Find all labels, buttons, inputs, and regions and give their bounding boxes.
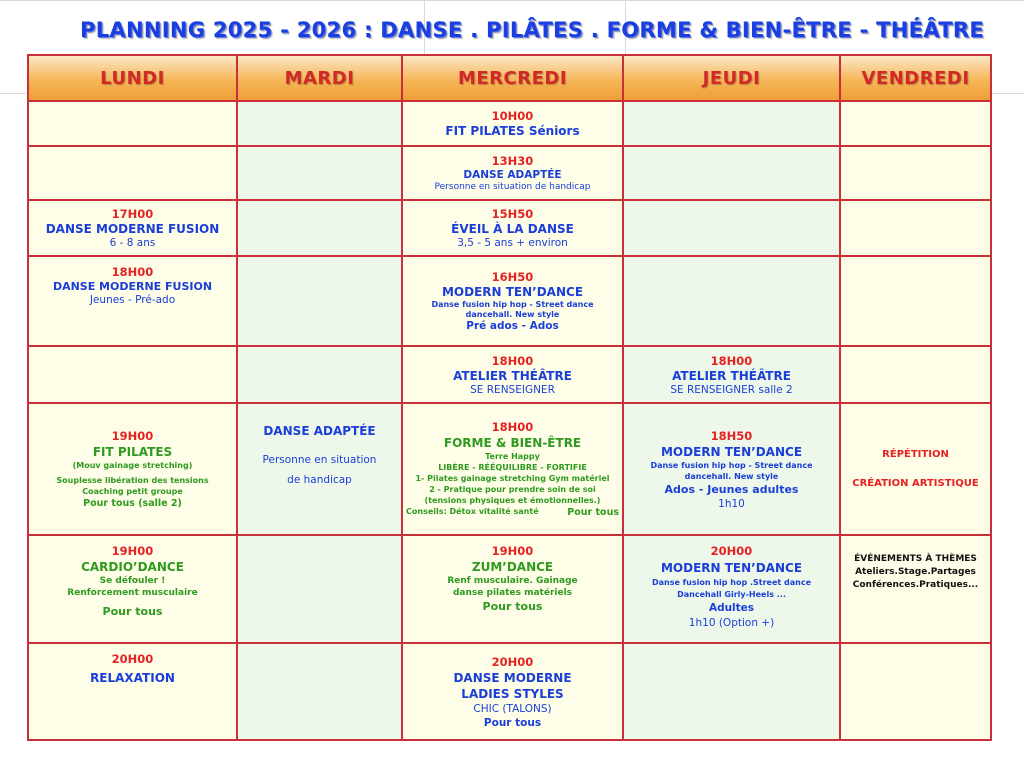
slot-line: ÉVÉNEMENTS À THÈMES <box>854 554 977 564</box>
slot-audience: Adultes <box>708 602 755 614</box>
slot-vendredi-6 <box>840 403 991 535</box>
schedule-row <box>28 346 991 403</box>
slot-audience: Pour tous <box>567 507 619 518</box>
slot-jeudi-7 <box>623 535 840 643</box>
slot-detail: dancehall. New style <box>684 471 779 481</box>
slot-audience: Pour tous <box>483 716 542 729</box>
slot-empty <box>840 256 991 346</box>
slot-course-name: MODERN TEN’DANCE <box>660 561 803 575</box>
slot-jeudi-5 <box>623 346 840 403</box>
slot-course-name: FIT PILATES <box>92 445 173 459</box>
slot-detail: SE RENSEIGNER <box>470 383 555 396</box>
slot-detail: Coaching petit groupe <box>82 487 183 496</box>
slot-line: Ateliers.Stage.Partages <box>855 567 976 577</box>
slot-empty <box>237 200 402 256</box>
slot-course-name: DANSE ADAPTÉE <box>263 424 376 438</box>
slot-lundi-3 <box>28 200 237 256</box>
slot-audience: Pré ados - Ados <box>466 320 559 332</box>
slot-course-name: DANSE ADAPTÉE <box>463 169 562 181</box>
slot-time: 16H50 <box>491 270 534 284</box>
slot-mercredi-3 <box>402 200 623 256</box>
schedule-row <box>28 146 991 200</box>
slot-detail-group <box>263 454 377 486</box>
slot-detail: dancehall. New style <box>465 310 560 319</box>
schedule-row <box>28 403 991 535</box>
slot-time: 18H00 <box>491 420 534 434</box>
slot-empty <box>623 101 840 146</box>
slot-line: RÉPÉTITION <box>882 449 949 460</box>
slot-empty <box>237 101 402 146</box>
slot-mardi-6 <box>237 403 402 535</box>
slot-time: 18H00 <box>710 353 753 368</box>
slot-detail: Dancehall Girly-Heels ... <box>677 590 786 599</box>
slot-detail: Souplesse libération des tensions <box>56 476 209 485</box>
slot-empty <box>28 146 237 200</box>
slot-detail: 6 - 8 ans <box>109 237 156 249</box>
slot-detail: de handicap <box>287 474 352 486</box>
slot-mercredi-8 <box>402 643 623 740</box>
slot-course-name: ATELIER THÉÂTRE <box>453 368 572 383</box>
slot-empty <box>623 643 840 740</box>
slot-detail: Se défouler ! <box>99 576 166 586</box>
slot-detail: Danse fusion hip hop .Street dance <box>651 578 812 587</box>
slot-course-name: DANSE MODERNE <box>453 670 572 685</box>
slot-lundi-8 <box>28 643 237 740</box>
slot-mercredi-1 <box>402 101 623 146</box>
slot-empty <box>237 146 402 200</box>
slot-time: 19H00 <box>111 429 154 443</box>
slot-time: 15H50 <box>491 207 534 221</box>
slot-mercredi-5 <box>402 346 623 403</box>
slot-audience: Pour tous <box>102 605 163 618</box>
slot-empty <box>840 200 991 256</box>
slot-lundi-6 <box>28 403 237 535</box>
slot-vendredi-7 <box>840 535 991 643</box>
slot-time: 20H00 <box>710 544 753 558</box>
sheet-gridline <box>0 93 26 94</box>
slot-course-name: ÉVEIL À LA DANSE <box>451 222 574 236</box>
sheet-gridline <box>992 93 1024 94</box>
slot-time: 18H00 <box>111 265 154 279</box>
slot-course-name: DANSE MODERNE FUSION <box>52 280 213 293</box>
slot-mercredi-4 <box>402 256 623 346</box>
slot-motto: LIBÈRE - RÉÉQUILIBRE - FORTIFIE <box>438 463 587 472</box>
slot-detail: Renf musculaire. Gainage <box>447 576 578 586</box>
page-title: PLANNING 2025 - 2026 : DANSE . PILÂTES . FORME & BIEN-ÊTRE - THÉÂTRE <box>80 18 984 42</box>
slot-time: 13H30 <box>491 154 534 168</box>
slot-course-name: MODERN TEN’DANCE <box>660 444 803 459</box>
slot-course-name: FIT PILATES Séniors <box>445 124 580 138</box>
slot-mercredi-2 <box>402 146 623 200</box>
slot-audience: Ados - Jeunes adultes <box>664 482 799 496</box>
slot-detail: (Mouv gainage stretching) <box>72 461 193 470</box>
slot-detail: Personne en situation <box>262 454 377 466</box>
slot-detail: Danse fusion hip hop - Street dance <box>650 460 813 470</box>
slot-detail: Renforcement musculaire <box>67 588 198 598</box>
schedule-row <box>28 101 991 146</box>
slot-conseils: Conseils: Détox vitalité santé <box>406 507 539 516</box>
header-row <box>28 55 991 101</box>
day-header-jeudi: JEUDI <box>623 55 840 101</box>
slot-time: 19H00 <box>491 544 534 558</box>
slot-duration: 1h10 <box>718 497 745 510</box>
schedule-row <box>28 200 991 256</box>
slot-course-name: DANSE MODERNE FUSION <box>45 222 220 236</box>
slot-course-name: ATELIER THÉÂTRE <box>672 368 791 383</box>
slot-empty <box>237 256 402 346</box>
slot-lundi-4 <box>28 256 237 346</box>
schedule-row <box>28 643 991 740</box>
slot-empty <box>840 643 991 740</box>
slot-audience: Pour tous (salle 2) <box>83 498 182 509</box>
slot-empty <box>623 256 840 346</box>
slot-time: 18H50 <box>710 428 753 443</box>
slot-detail: 1- Pilates gainage stretching Gym matériel <box>415 474 610 483</box>
slot-detail: (tensions physiques et émotionnelles.) <box>424 496 601 505</box>
slot-detail: danse pilates matériels <box>452 588 573 598</box>
sheet-gridline <box>0 0 1024 1</box>
slot-empty <box>623 146 840 200</box>
slot-time: 18H00 <box>491 353 534 368</box>
slot-detail: Personne en situation de handicap <box>434 182 591 192</box>
slot-empty <box>840 101 991 146</box>
day-header-lundi: LUNDI <box>28 55 237 101</box>
schedule-table <box>27 54 992 741</box>
slot-line: CRÉATION ARTISTIQUE <box>852 478 979 489</box>
day-header-vendredi: VENDREDI <box>840 55 991 101</box>
slot-lundi-7 <box>28 535 237 643</box>
slot-empty <box>237 643 402 740</box>
slot-detail: 2 - Pratique pour prendre soin de soi <box>429 485 596 494</box>
slot-line: Conférences.Pratiques... <box>852 580 979 590</box>
slot-empty <box>237 535 402 643</box>
slot-empty <box>28 101 237 146</box>
slot-time: 20H00 <box>491 654 534 669</box>
slot-detail: SE RENSEIGNER salle 2 <box>670 383 793 396</box>
slot-empty <box>28 346 237 403</box>
slot-time: 20H00 <box>111 652 154 666</box>
slot-empty <box>237 346 402 403</box>
slot-detail: Danse fusion hip hop - Street dance <box>431 300 594 309</box>
slot-time: 17H00 <box>111 207 154 221</box>
schedule-row <box>28 535 991 643</box>
slot-detail: 3,5 - 5 ans + environ <box>457 237 568 249</box>
slot-course-name: CARDIO’DANCE <box>81 560 184 574</box>
slot-course-name: FORME & BIEN-ÊTRE <box>443 436 582 450</box>
slot-course-name: RELAXATION <box>90 671 175 685</box>
slot-time: 19H00 <box>111 544 154 558</box>
slot-empty <box>840 146 991 200</box>
slot-footer <box>406 507 619 518</box>
slot-time: 10H00 <box>491 109 534 123</box>
slot-detail: CHIC (TALONS) <box>473 702 552 715</box>
schedule-row <box>28 256 991 346</box>
slot-detail: Jeunes - Pré-ado <box>89 294 176 306</box>
slot-empty <box>623 200 840 256</box>
slot-course-name: LADIES STYLES <box>461 686 564 701</box>
slot-mercredi-7 <box>402 535 623 643</box>
slot-audience: Pour tous <box>482 600 543 613</box>
slot-course-name: MODERN TEN’DANCE <box>441 285 584 299</box>
slot-subtitle: Terre Happy <box>485 452 540 461</box>
day-header-mercredi: MERCREDI <box>402 55 623 101</box>
day-header-mardi: MARDI <box>237 55 402 101</box>
slot-mercredi-6 <box>402 403 623 535</box>
slot-empty <box>840 346 991 403</box>
slot-duration: 1h10 (Option +) <box>688 617 775 629</box>
slot-course-name: ZUM’DANCE <box>471 560 554 574</box>
slot-jeudi-6 <box>623 403 840 535</box>
